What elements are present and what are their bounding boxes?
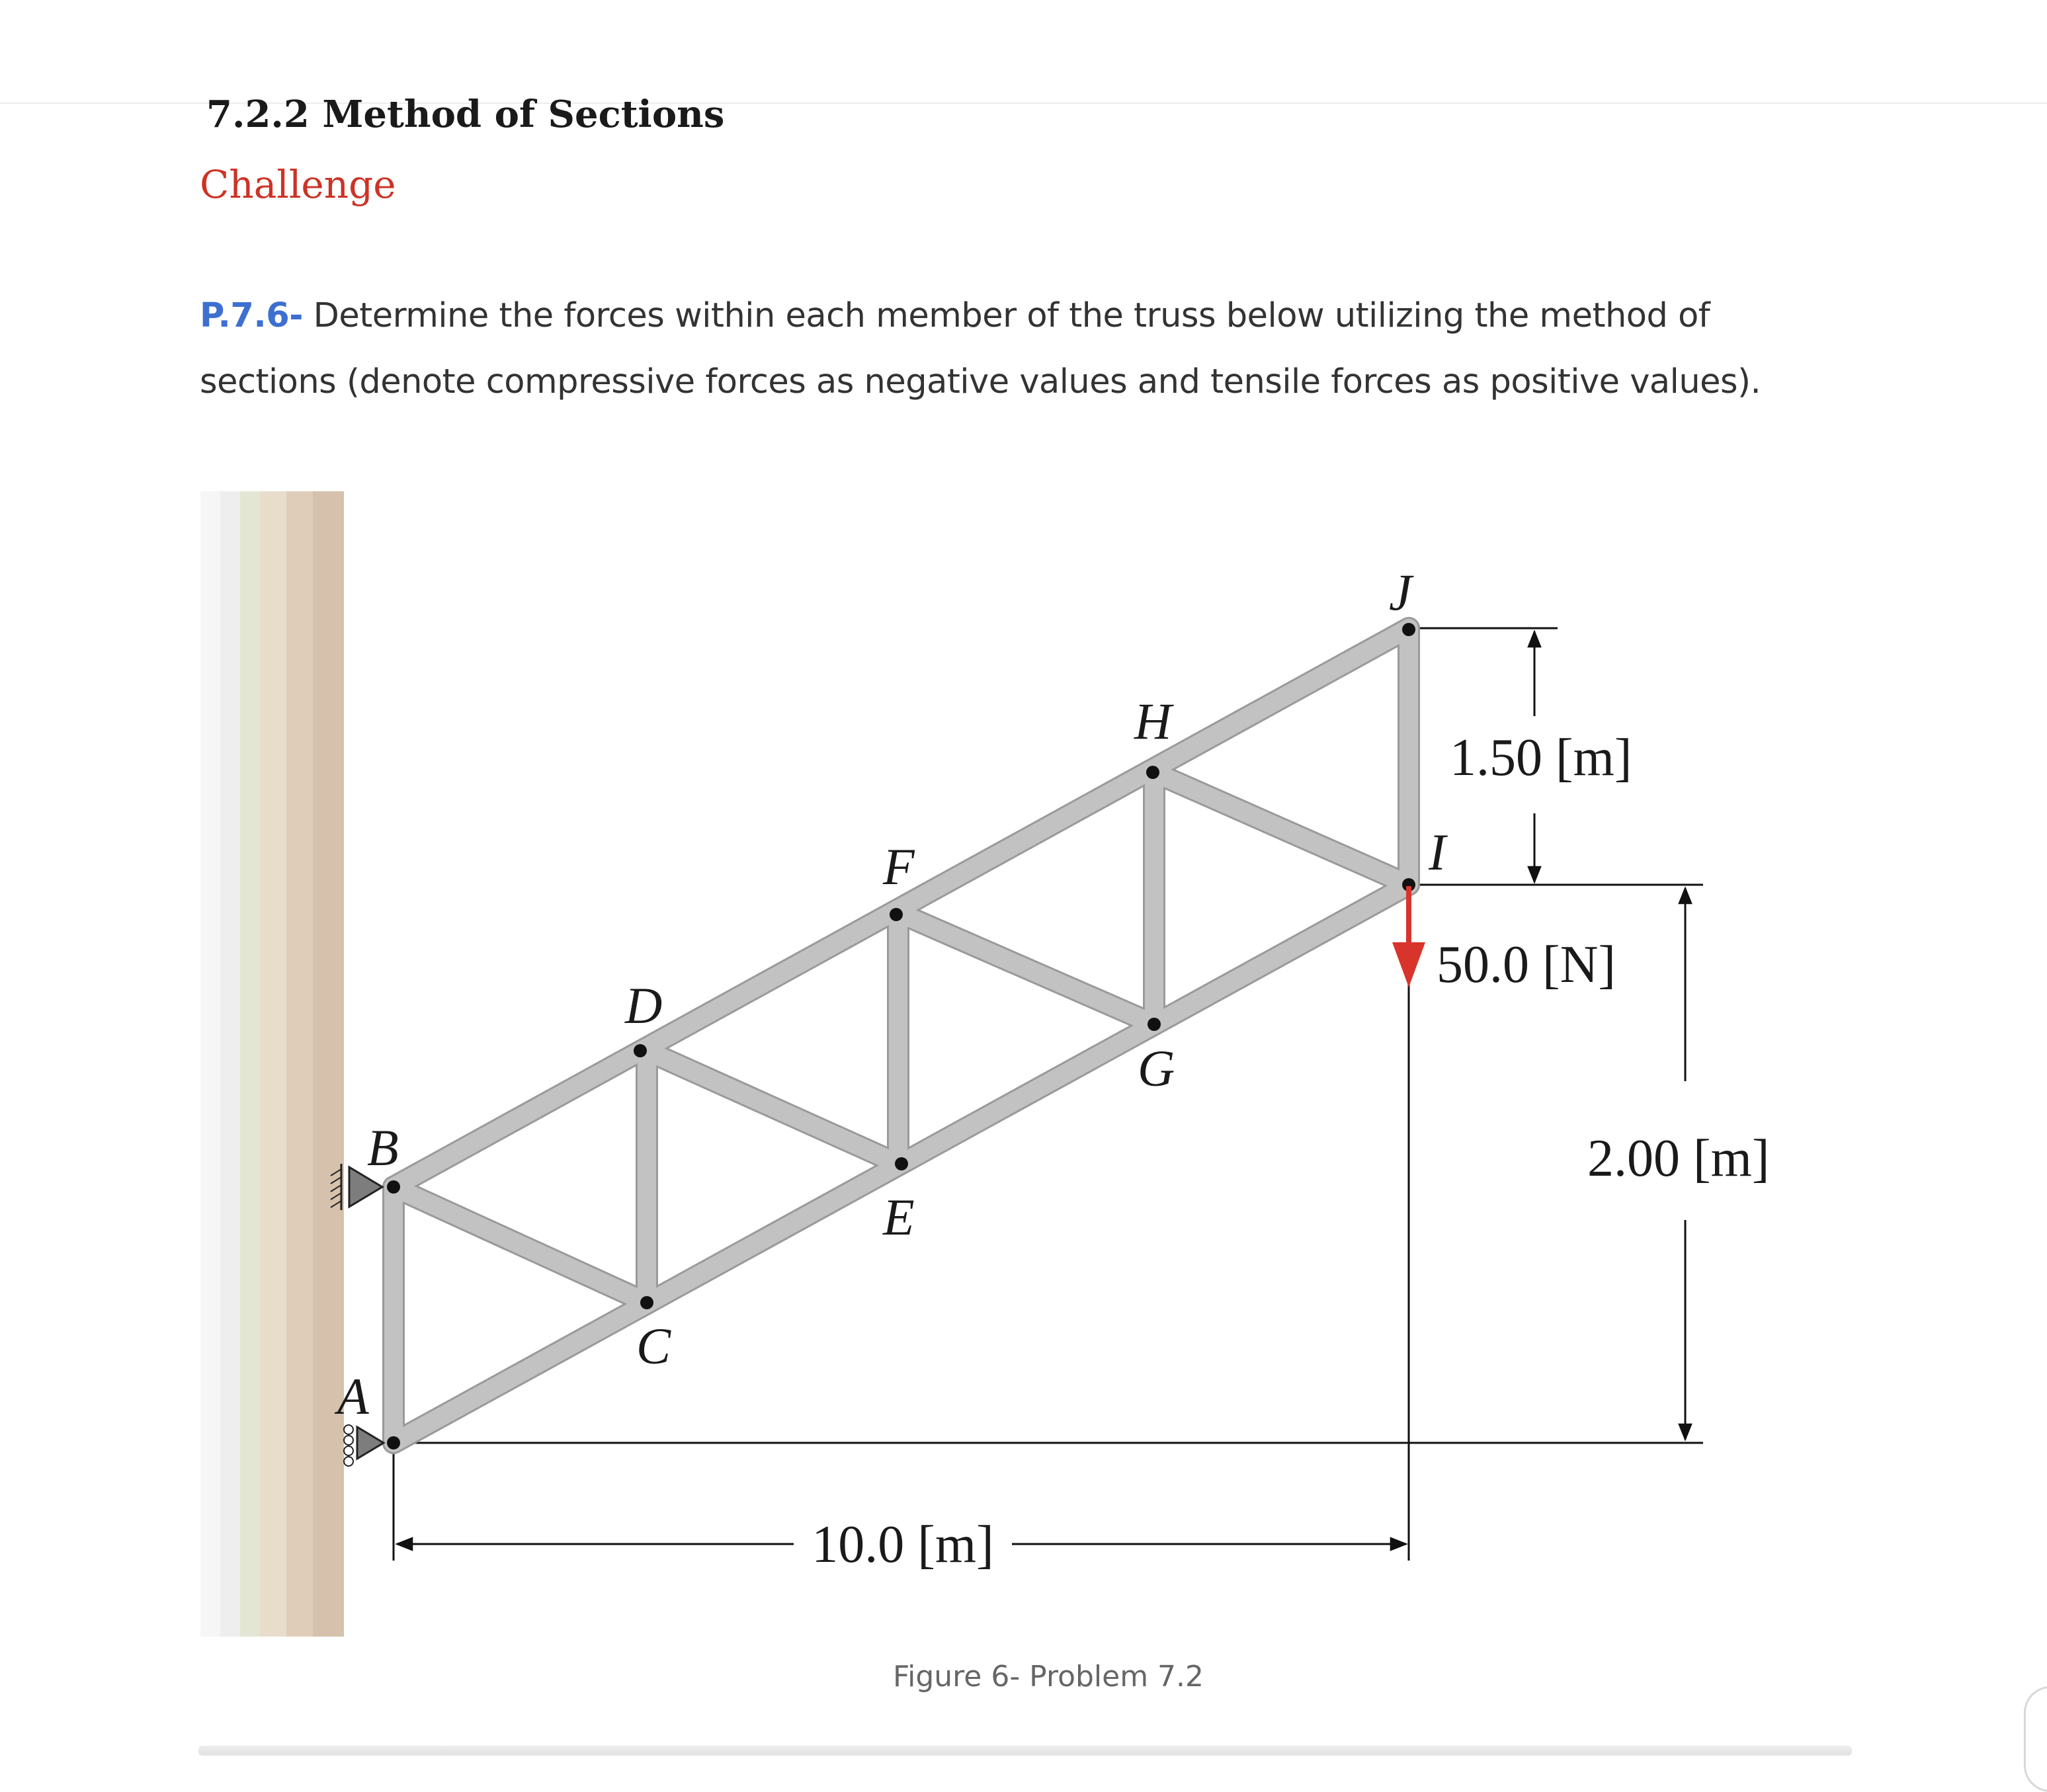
span-dimension: 10.0 [m] [812, 1516, 994, 1574]
label-b: B [367, 1119, 399, 1176]
load-value: 50.0 [N] [1437, 936, 1616, 994]
label-g: G [1138, 1039, 1175, 1097]
joint-d [634, 1044, 647, 1057]
joint-g [1148, 1018, 1161, 1031]
problem-text: Determine the forces within each member of the truss below utilizing the method of sections (denote compressive forces as negative values and tensile forces as positive values). [200, 296, 1761, 401]
label-e: E [883, 1188, 915, 1246]
label-j: J [1389, 563, 1412, 621]
joint-e [895, 1157, 908, 1170]
joint-a [387, 1436, 400, 1449]
label-c: C [636, 1317, 671, 1375]
joint-c [640, 1296, 653, 1309]
roller-support-a [344, 1425, 384, 1466]
label-d: D [625, 977, 663, 1034]
label-i: I [1429, 823, 1446, 881]
figure-caption: Figure 6- Problem 7.2 [893, 1660, 1204, 1693]
label-h: H [1134, 692, 1172, 750]
wall [200, 491, 344, 1637]
height-ij-dimension: 1.50 [m] [1450, 729, 1632, 787]
challenge-heading: Challenge [200, 162, 396, 207]
label-a: A [337, 1367, 369, 1425]
truss-members [394, 628, 1409, 1443]
label-f: F [883, 838, 915, 895]
content-card-edge [198, 1746, 1852, 1756]
scroll-widget[interactable] [2024, 1686, 2047, 1792]
joint-j [1402, 623, 1415, 636]
height-total-dimension: 2.00 [m] [1587, 1129, 1770, 1188]
problem-id: P.7.6- [200, 296, 303, 335]
joint-b [387, 1180, 400, 1194]
joint-h [1146, 766, 1159, 779]
joint-f [890, 908, 903, 921]
section-title: 7.2.2 Method of Sections [206, 93, 725, 136]
